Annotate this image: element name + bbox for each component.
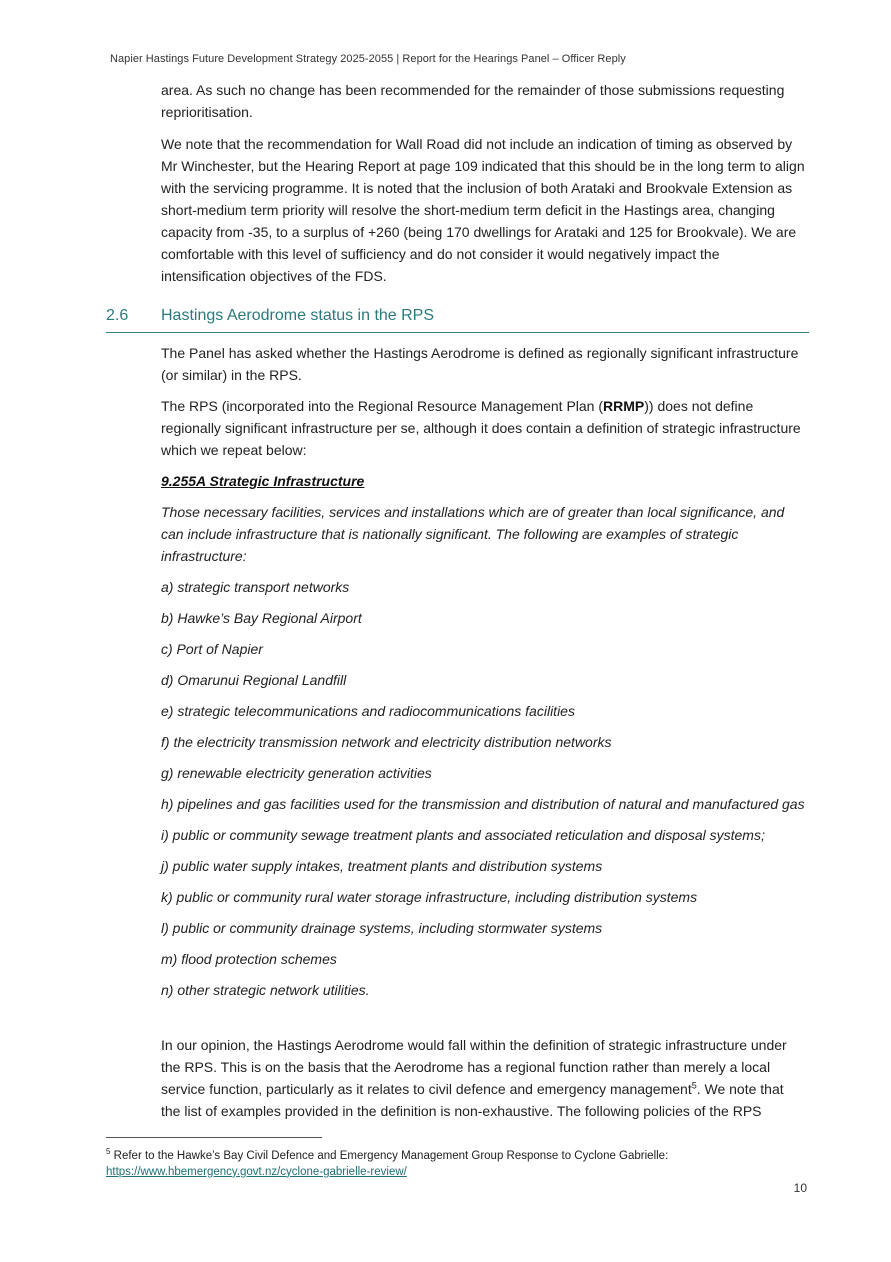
footnote-link[interactable]: https://www.hbemergency.govt.nz/cyclone-gabrielle-review/ (106, 1165, 407, 1178)
rrmp-abbreviation: RRMP (603, 398, 645, 414)
list-item: a) strategic transport networks (161, 579, 350, 595)
list-item: g) renewable electricity generation activities (161, 765, 432, 781)
list-item: i) public or community sewage treatment plants and associated reticulation and disposal systems; (161, 827, 765, 843)
footnote-number: 5 (106, 1147, 111, 1156)
list-item: e) strategic telecommunications and radiocommunications facilities (161, 703, 575, 719)
list-item: c) Port of Napier (161, 641, 263, 657)
footnote-reference[interactable]: 5 (691, 1080, 697, 1091)
footnote-text: Refer to the Hawke’s Bay Civil Defence and Emergency Management Group Response to Cyclone Gabrielle: (110, 1149, 669, 1162)
definition-list (161, 576, 806, 1010)
list-item: n) other strategic network utilities. (161, 982, 370, 998)
list-item: h) pipelines and gas facilities used for the transmission and distribution of natural and manufactured gas (161, 796, 805, 812)
paragraph-opinion (161, 1034, 806, 1122)
page-number: 10 (793, 1181, 807, 1195)
paragraph-reprioritisation: area. As such no change has been recommended for the remainder of those submissions requesting reprioritisation. (161, 82, 785, 120)
paragraph-panel-question: The Panel has asked whether the Hastings Aerodrome is defined as regionally significant infrastructure (or similar) in the RPS. (161, 345, 799, 383)
list-item: d) Omarunui Regional Landfill (161, 672, 347, 688)
list-item: m) flood protection schemes (161, 951, 337, 967)
running-header: Napier Hastings Future Development Strategy 2025-2055 | Report for the Hearings Panel – Officer Reply (110, 53, 626, 65)
section-title: Hastings Aerodrome status in the RPS (161, 307, 435, 324)
paragraph-rps-definition (161, 395, 806, 461)
paragraph-wall-road: We note that the recommendation for Wall Road did not include an indication of timing as observed by Mr Winchester, but the Hearing Report at page 109 indicated that this should be in the long term to align with the servicing programme. It is noted that the inclusion of both Arataki and Brookvale Extension as short-medium term priority will resolve the short-medium term deficit in the Hastings area, changing capacity from -35, to a surplus of +260 (being 170 dwellings for Arataki and 125 for Brookvale). We are comfortable with this level of sufficiency and do not consider it would negatively impact the intensification objectives of the FDS. (161, 136, 805, 284)
list-item: k) public or community rural water storage infrastructure, including distribution systems (161, 889, 698, 905)
section-heading (106, 305, 809, 333)
list-item: l) public or community drainage systems, including stormwater systems (161, 920, 603, 936)
paragraph-text: )) does not define regionally significant infrastructure per se, although it does contain a definition of strategic infrastructure which we repeat below: (161, 398, 801, 458)
paragraph-text: . We note that the list of examples provided in the definition is non-exhaustive. The following policies of the RPS (161, 1081, 784, 1119)
list-item: b) Hawke’s Bay Regional Airport (161, 610, 362, 626)
definition-body: Those necessary facilities, services and installations which are of greater than local significance, and can include infrastructure that is nationally significant. The following are examples of strategic infrastructure: (161, 504, 785, 564)
list-item: j) public water supply intakes, treatment plants and distribution systems (161, 858, 603, 874)
paragraph-text: In our opinion, the Hastings Aerodrome would fall within the definition of strategic infrastructure under the RPS. This is on the basis that the Aerodrome has a regional function rather than merely a local service function, particularly as it relates to civil defence and emergency management (161, 1037, 787, 1097)
section-number: 2.6 (106, 307, 129, 324)
footnote (106, 1144, 806, 1180)
footnote-divider (106, 1137, 322, 1138)
list-item: f) the electricity transmission network and electricity distribution networks (161, 734, 612, 750)
definition-title: 9.255A Strategic Infrastructure (161, 473, 365, 489)
paragraph-text: The RPS (incorporated into the Regional Resource Management Plan ( (161, 398, 604, 414)
